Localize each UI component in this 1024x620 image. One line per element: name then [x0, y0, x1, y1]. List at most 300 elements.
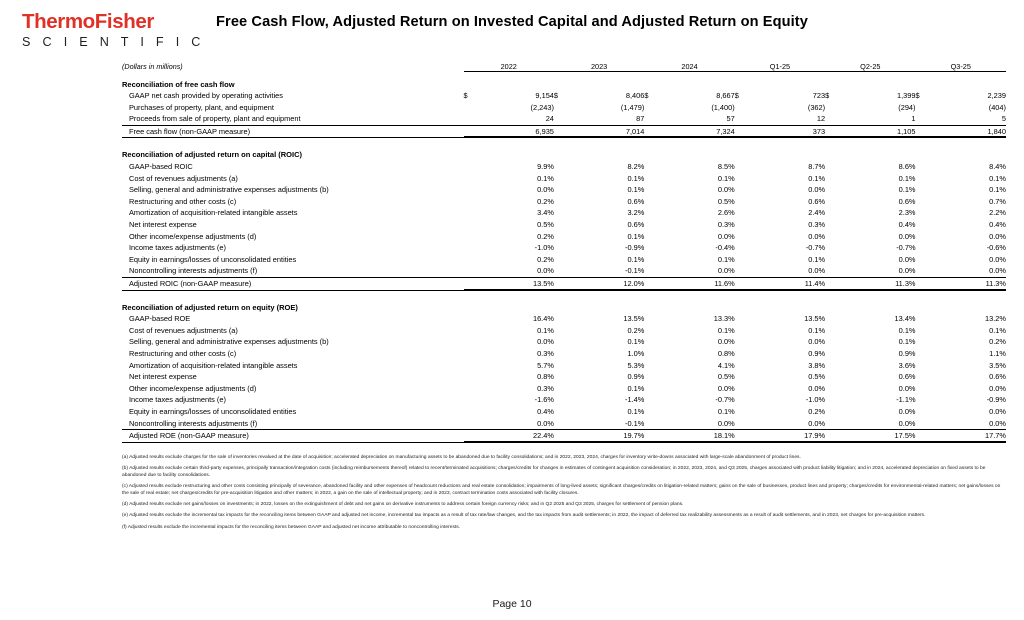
column-header-q1-25: Q1-25: [735, 56, 825, 71]
cell-value: -0.1%: [570, 265, 644, 277]
currency-symbol-cell: $: [553, 91, 559, 101]
currency-symbol-cell: [916, 265, 932, 277]
cell-value: 0.4%: [537, 406, 554, 416]
currency-symbol-cell: [644, 406, 660, 418]
cell-value: 2,239: [987, 91, 1006, 101]
cell-value: 0.3%: [537, 348, 554, 358]
currency-symbol-cell: [825, 113, 841, 125]
cell-value: 1.0%: [627, 348, 645, 358]
currency-symbol-cell: [464, 313, 480, 325]
cell-value: 0.2%: [808, 406, 826, 416]
currency-symbol-cell: [554, 254, 570, 266]
column-header-2022: 2022: [464, 56, 554, 71]
cell-value: -0.1%: [570, 418, 644, 430]
cell-value: 0.0%: [898, 406, 916, 416]
table-row: [122, 325, 1006, 337]
section-title-row: [122, 302, 1006, 314]
currency-symbol-cell: [916, 113, 932, 125]
units-note: (Dollars in millions): [122, 62, 183, 71]
currency-symbol-cell: [554, 242, 570, 254]
row-label: Amortization of acquisition-related intangible assets: [129, 360, 298, 370]
row-label: Selling, general and administrative expenses adjustments (b): [129, 337, 329, 347]
row-label: Cost of revenues adjustments (a): [129, 325, 238, 335]
cell-value: 0.6%: [627, 220, 645, 230]
cell-value: 0.8%: [537, 372, 554, 382]
cell-value: 13.5%: [804, 314, 826, 324]
cell-value: 4.1%: [717, 360, 735, 370]
currency-symbol-cell: [554, 348, 570, 360]
cell-value: 0.6%: [627, 196, 645, 206]
cell-value: 8,667: [716, 91, 735, 101]
cell-value: 0.0%: [898, 231, 916, 241]
cell-value: 0.4%: [898, 220, 916, 230]
table-row: [122, 360, 1006, 372]
cell-value: 0.1%: [537, 173, 554, 183]
cell-value: 22.4%: [480, 430, 554, 443]
cell-value: 13.3%: [713, 314, 735, 324]
row-label: Noncontrolling interests adjustments (f): [129, 418, 258, 428]
currency-symbol-cell: [464, 173, 480, 185]
currency-symbol-cell: $: [825, 91, 830, 101]
cell-value: (1,479): [620, 102, 645, 112]
cell-value: 373: [751, 125, 825, 138]
cell-value: -0.7%: [805, 243, 826, 253]
currency-symbol-cell: [644, 371, 660, 383]
currency-symbol-cell: [735, 242, 751, 254]
cell-value: 0.0%: [808, 337, 826, 347]
currency-symbol-cell: [916, 184, 932, 196]
table-row: [122, 161, 1006, 173]
footnote: (d) Adjusted results exclude net gains/losses on investments; in 2022, losses on the extinguishment of debt and net gains on derivative instruments to address certain foreign currency risks; and in Q2 2025 and Q3 2025, charges for settlement of pension plans.: [122, 502, 684, 508]
currency-symbol-cell: [464, 102, 480, 114]
currency-symbol-cell: [464, 254, 480, 266]
cell-value: 17.9%: [751, 430, 825, 443]
cell-value: 0.0%: [989, 254, 1006, 264]
currency-symbol-cell: [916, 125, 932, 138]
currency-symbol-cell: [825, 348, 841, 360]
currency-symbol-cell: [554, 184, 570, 196]
cell-value: 0.0%: [537, 185, 554, 195]
cell-value: 57: [660, 113, 734, 125]
cell-value: 24: [480, 113, 554, 125]
currency-symbol-cell: [644, 265, 660, 277]
cell-value: (2,243): [530, 102, 554, 112]
currency-symbol-cell: [916, 383, 932, 395]
table-row: [122, 219, 1006, 231]
table-row: [122, 383, 1006, 395]
row-label: Net interest expense: [129, 372, 197, 382]
currency-symbol-cell: [916, 325, 932, 337]
section-title-row: [122, 79, 1006, 91]
currency-symbol-cell: [554, 196, 570, 208]
currency-symbol-cell: [916, 254, 932, 266]
cell-value: 0.0%: [841, 265, 915, 277]
row-label: Restructuring and other costs (c): [129, 196, 237, 206]
cell-value: 0.1%: [627, 254, 645, 264]
currency-symbol-cell: [464, 406, 480, 418]
currency-symbol-cell: [464, 383, 480, 395]
currency-symbol-cell: [644, 313, 660, 325]
currency-symbol-cell: [735, 196, 751, 208]
spacer-cell: [122, 138, 1006, 150]
cell-value: 8.2%: [627, 162, 645, 172]
cell-value: 0.0%: [717, 337, 735, 347]
cell-value: 11.3%: [932, 278, 1006, 291]
currency-symbol-cell: [554, 360, 570, 372]
cell-value: 11.6%: [660, 278, 734, 291]
currency-symbol-cell: [464, 161, 480, 173]
currency-symbol-cell: [464, 348, 480, 360]
cell-value: 0.9%: [808, 348, 826, 358]
currency-symbol-cell: $: [644, 91, 649, 101]
currency-symbol-cell: [916, 406, 932, 418]
currency-symbol-cell: [735, 348, 751, 360]
currency-symbol-cell: [916, 207, 932, 219]
column-header-2024: 2024: [644, 56, 734, 71]
spacer-cell: [122, 71, 1006, 79]
cell-value: 16.4%: [532, 314, 554, 324]
currency-symbol-cell: [554, 313, 570, 325]
row-label: Restructuring and other costs (c): [129, 348, 237, 358]
footnote: (b) Adjusted results exclude certain third-party expenses, principally transaction/integration costs (including reimbursements thereof) related to recent/terminated acquisitions; charges/credits for changes in estimates of contingent acquisition consideration; in 2022, 2023, 2024, and Q3 2025, charges associated with product liability litigation; and in 2024, accelerated depreciation on fixed assets to be abandoned due to facility consolidations.: [122, 466, 986, 479]
cell-value: 0.1%: [898, 325, 916, 335]
row-label: Income taxes adjustments (e): [129, 243, 226, 253]
currency-symbol-cell: [464, 371, 480, 383]
currency-symbol-cell: [825, 371, 841, 383]
cell-value: 0.5%: [537, 220, 554, 230]
currency-symbol-cell: [825, 196, 841, 208]
cell-value: 0.1%: [808, 173, 826, 183]
row-label: GAAP-based ROE: [129, 314, 191, 324]
currency-symbol-cell: [554, 125, 570, 138]
currency-symbol-cell: [644, 173, 660, 185]
section-title-pad: [464, 302, 1006, 314]
cell-value: 0.3%: [808, 220, 826, 230]
footnote: (e) Adjusted results exclude the incremental tax impacts for the reconciling items between GAAP and adjusted net income, incremental tax impacts as a result of tax rate/law changes, and the tax impacts from audit settlements; in 2022, the impact of deferred tax realizability assessments as a result of audit settlements, and in 2023, net charges for pre-acquisition matters.: [122, 513, 926, 519]
logo-fisher-text: Fisher: [94, 10, 154, 33]
cell-value: 0.0%: [480, 265, 554, 277]
currency-symbol-cell: [644, 219, 660, 231]
cell-value: -0.4%: [715, 243, 735, 253]
cell-value: 0.1%: [898, 173, 916, 183]
cell-value: 11.3%: [841, 278, 915, 291]
currency-symbol-cell: [825, 173, 841, 185]
table-row: [122, 406, 1006, 418]
cell-value: 0.0%: [660, 265, 734, 277]
table-row: [122, 196, 1006, 208]
cell-value: 0.0%: [717, 231, 735, 241]
table-row: [122, 231, 1006, 243]
cell-value: 0.1%: [717, 325, 735, 335]
currency-symbol-cell: [916, 173, 932, 185]
currency-symbol-cell: [825, 242, 841, 254]
footnote: (f) Adjusted results exclude the incremental impacts for the reconciling items between GAAP and adjusted net income attributable to noncontrolling interests.: [122, 524, 461, 530]
currency-symbol-cell: [825, 207, 841, 219]
currency-symbol-cell: [735, 383, 751, 395]
currency-symbol-cell: [735, 102, 751, 114]
currency-symbol-cell: [916, 371, 932, 383]
currency-symbol-cell: [464, 394, 480, 406]
footnote: (c) Adjusted results exclude restructuring and other costs consisting principally of severance, abandoned facility and other expenses of headcount reductions and real estate consolidation; impairments of long-lived assets; significant charges/credits on litigation-related matters; gains on the sale of businesses, product lines and property; charges/credits for environmental-related matters; net gains/losses on the sale of real estate; net charges/credits for pre-acquisition litigation and other matters; in 2022, a gain on the sale of intellectual property; and in 2023, contract termination costs associated with facility closures.: [122, 484, 1001, 497]
cell-value: 0.2%: [537, 196, 554, 206]
currency-symbol-cell: [916, 430, 932, 443]
cell-value: 3.2%: [627, 208, 645, 218]
cell-value: 13.4%: [894, 314, 916, 324]
currency-symbol-cell: [464, 184, 480, 196]
currency-symbol-cell: [735, 394, 751, 406]
table-body: [122, 71, 1006, 442]
cell-value: (362): [807, 102, 826, 112]
row-label: Purchases of property, plant, and equipment: [129, 102, 274, 112]
row-label: GAAP net cash provided by operating activities: [129, 91, 283, 101]
currency-symbol-cell: [735, 278, 751, 291]
currency-symbol-cell: [554, 113, 570, 125]
footnotes-block: [122, 455, 1002, 536]
row-label: Cost of revenues adjustments (a): [129, 173, 238, 183]
cell-value: 0.5%: [808, 372, 826, 382]
currency-symbol-cell: [644, 383, 660, 395]
currency-symbol-cell: [464, 325, 480, 337]
currency-symbol-cell: [916, 336, 932, 348]
spacer-cell: [122, 290, 1006, 302]
currency-symbol-cell: [825, 430, 841, 443]
cell-value: (1,400): [711, 102, 735, 112]
cell-value: 0.2%: [537, 231, 554, 241]
currency-symbol-cell: [735, 430, 751, 443]
currency-symbol-cell: [644, 125, 660, 138]
currency-symbol-cell: [554, 394, 570, 406]
cell-value: 5.3%: [627, 360, 645, 370]
currency-symbol-cell: [644, 348, 660, 360]
cell-value: 0.1%: [808, 325, 826, 335]
cell-value: 11.4%: [751, 278, 825, 291]
page-number: Page 10: [492, 598, 532, 610]
cell-value: 2.6%: [717, 208, 735, 218]
cell-value: 0.0%: [989, 383, 1006, 393]
section-title-row: [122, 149, 1006, 161]
currency-symbol-cell: $: [463, 91, 468, 101]
cell-value: 0.1%: [537, 325, 554, 335]
cell-value: 0.0%: [808, 231, 826, 241]
currency-symbol-cell: [735, 184, 751, 196]
cell-value: -1.4%: [625, 395, 645, 405]
table-row: [122, 207, 1006, 219]
cell-value: 0.1%: [717, 173, 735, 183]
cell-value: 0.8%: [717, 348, 735, 358]
cell-value: 0.1%: [627, 383, 645, 393]
cell-value: -0.9%: [986, 395, 1006, 405]
currency-symbol-cell: [554, 207, 570, 219]
cell-value: 0.3%: [717, 220, 735, 230]
table-row-total: [122, 278, 1006, 291]
cell-value: 0.0%: [751, 265, 825, 277]
cell-value: 1,105: [841, 125, 915, 138]
cell-value: 1,399: [897, 91, 916, 101]
currency-symbol-cell: [825, 278, 841, 291]
currency-symbol-cell: [825, 254, 841, 266]
column-header-q3-25: Q3-25: [916, 56, 1006, 71]
currency-symbol-cell: [554, 231, 570, 243]
currency-symbol-cell: [554, 219, 570, 231]
currency-symbol-cell: [735, 207, 751, 219]
cell-value: 0.0%: [841, 418, 915, 430]
currency-symbol-cell: [735, 254, 751, 266]
currency-symbol-cell: [554, 102, 570, 114]
reconciliation-table: [122, 56, 1006, 443]
row-label: Other income/expense adjustments (d): [129, 231, 257, 241]
currency-symbol-cell: [916, 360, 932, 372]
table-row: [122, 348, 1006, 360]
currency-symbol-cell: [644, 207, 660, 219]
currency-symbol-cell: [644, 336, 660, 348]
currency-symbol-cell: [825, 325, 841, 337]
section-title: Reconciliation of adjusted return on capital (ROIC): [122, 150, 303, 160]
cell-value: -1.0%: [805, 395, 826, 405]
currency-symbol-cell: [825, 313, 841, 325]
table-row: [122, 371, 1006, 383]
column-header-q2-25: Q2-25: [825, 56, 915, 71]
currency-symbol-cell: [644, 394, 660, 406]
cell-value: 1: [841, 113, 915, 125]
currency-symbol-cell: [464, 219, 480, 231]
currency-symbol-cell: [464, 231, 480, 243]
cell-value: 5.7%: [537, 360, 554, 370]
currency-symbol-cell: [644, 102, 660, 114]
currency-symbol-cell: [825, 265, 841, 277]
row-label: Amortization of acquisition-related intangible assets: [129, 208, 298, 218]
cell-value: 0.0%: [898, 254, 916, 264]
currency-symbol-cell: [916, 102, 932, 114]
row-label: Adjusted ROIC (non-GAAP measure): [122, 278, 464, 291]
cell-value: 2.2%: [989, 208, 1006, 218]
cell-value: 8.6%: [898, 162, 916, 172]
cell-value: (404): [988, 102, 1006, 112]
cell-value: 0.1%: [717, 406, 735, 416]
currency-symbol-cell: [554, 278, 570, 291]
cell-value: 18.1%: [660, 430, 734, 443]
cell-value: 2.3%: [898, 208, 916, 218]
currency-symbol-cell: [916, 394, 932, 406]
cell-value: 0.5%: [717, 372, 735, 382]
table-row: [122, 184, 1006, 196]
currency-symbol-cell: [825, 394, 841, 406]
currency-symbol-cell: [735, 360, 751, 372]
cell-value: 0.0%: [537, 337, 554, 347]
row-label: GAAP-based ROIC: [129, 162, 193, 172]
cell-value: 0.2%: [989, 337, 1006, 347]
cell-value: 0.0%: [717, 383, 735, 393]
row-label: Other income/expense adjustments (d): [129, 383, 257, 393]
row-label: Net interest expense: [129, 220, 197, 230]
cell-value: 8.7%: [808, 162, 826, 172]
cell-value: 9,154: [535, 91, 554, 101]
currency-symbol-cell: [464, 125, 480, 138]
currency-symbol-cell: [644, 418, 660, 430]
row-label: Income taxes adjustments (e): [129, 395, 226, 405]
currency-symbol-cell: [735, 231, 751, 243]
currency-symbol-cell: [825, 383, 841, 395]
cell-value: 6,935: [480, 125, 554, 138]
cell-value: 0.1%: [898, 185, 916, 195]
currency-symbol-cell: [644, 360, 660, 372]
currency-symbol-cell: [644, 113, 660, 125]
section-title-pad: [464, 149, 1006, 161]
table-row-total: [122, 430, 1006, 443]
currency-symbol-cell: [554, 265, 570, 277]
cell-value: 0.0%: [932, 265, 1006, 277]
cell-value: 3.8%: [808, 360, 826, 370]
cell-value: 0.0%: [932, 418, 1006, 430]
currency-symbol-cell: [644, 242, 660, 254]
row-label: Equity in earnings/losses of unconsolidated entities: [129, 254, 297, 264]
currency-symbol-cell: [825, 125, 841, 138]
currency-symbol-cell: [464, 207, 480, 219]
cell-value: 0.0%: [808, 185, 826, 195]
currency-symbol-cell: [735, 173, 751, 185]
cell-value: 3.4%: [537, 208, 554, 218]
cell-value: 0.9%: [898, 348, 916, 358]
currency-symbol-cell: [554, 418, 570, 430]
currency-symbol-cell: [464, 113, 480, 125]
cell-value: 0.1%: [898, 337, 916, 347]
table-row: [122, 254, 1006, 266]
currency-symbol-cell: [554, 336, 570, 348]
table-row: [122, 242, 1006, 254]
currency-symbol-cell: [554, 173, 570, 185]
cell-value: 0.5%: [717, 196, 735, 206]
table-row: [122, 113, 1006, 125]
currency-symbol-cell: [464, 336, 480, 348]
cell-value: 0.0%: [480, 418, 554, 430]
currency-symbol-cell: [554, 325, 570, 337]
table-row: [122, 102, 1006, 114]
cell-value: 0.6%: [898, 196, 916, 206]
currency-symbol-cell: [464, 418, 480, 430]
currency-symbol-cell: [554, 406, 570, 418]
currency-symbol-cell: [464, 360, 480, 372]
section-title: Reconciliation of free cash flow: [122, 79, 235, 89]
currency-symbol-cell: [916, 196, 932, 208]
cell-value: 9.9%: [537, 162, 554, 172]
cell-value: 87: [570, 113, 644, 125]
cell-value: 1.1%: [989, 348, 1006, 358]
cell-value: (294): [898, 102, 916, 112]
cell-value: 13.5%: [623, 314, 645, 324]
cell-value: 19.7%: [570, 430, 644, 443]
cell-value: 7,014: [570, 125, 644, 138]
table-row: [122, 418, 1006, 430]
currency-symbol-cell: [735, 371, 751, 383]
currency-symbol-cell: [735, 265, 751, 277]
currency-symbol-cell: [735, 113, 751, 125]
currency-symbol-cell: [644, 184, 660, 196]
cell-value: 0.9%: [627, 372, 645, 382]
currency-symbol-cell: [825, 184, 841, 196]
currency-symbol-cell: [735, 325, 751, 337]
currency-symbol-cell: [644, 196, 660, 208]
row-spacer: [122, 71, 1006, 79]
cell-value: 0.0%: [989, 231, 1006, 241]
table-head: [122, 56, 1006, 71]
cell-value: 12: [751, 113, 825, 125]
currency-symbol-cell: [644, 325, 660, 337]
row-label: Equity in earnings/losses of unconsolidated entities: [129, 406, 297, 416]
cell-value: 0.2%: [627, 325, 645, 335]
row-spacer: [122, 138, 1006, 150]
currency-symbol-cell: [735, 313, 751, 325]
currency-symbol-cell: [464, 265, 480, 277]
currency-symbol-cell: [825, 360, 841, 372]
